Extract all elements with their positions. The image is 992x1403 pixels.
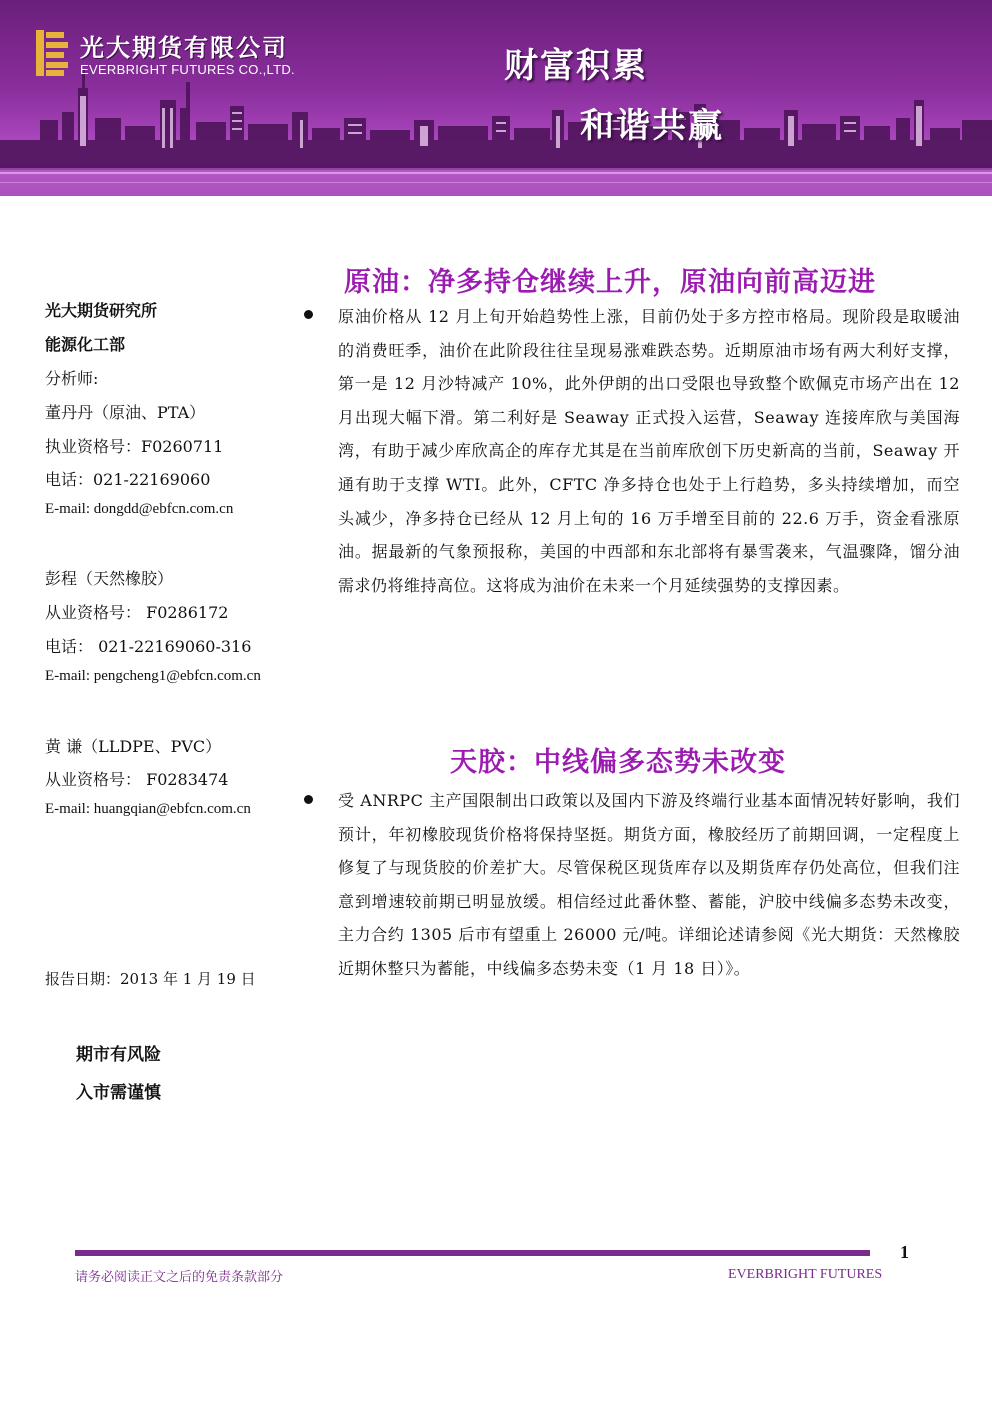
slogan-line-2: 和谐共赢 [580, 106, 724, 146]
department-name: 能源化工部 [45, 335, 126, 354]
bullet-icon [304, 310, 313, 319]
analyst-2-phone: 电话： 021-22169060-316 [45, 637, 252, 656]
section-title-rubber: 天胶：中线偏多态势未改变 [450, 747, 786, 778]
section-body-rubber: 受 ANRPC 主产国限制出口政策以及国内下游及终端行业基本面情况转好影响，我们预计，年初橡胶现货价格将保持坚挺。期货方面，橡胶经历了前期回调，一定程度上修复了与现货胶的价差扩大。尽管保税区现货库存以及期货库存仍处高位，但我们注意到增速较前期已明显放缓。相信经过此番休整、蓄能，沪胶中线偏多态势未改变，主力合约 1305 后市有望重上 26000 元/吨。详细论述请参阅《光大期货：天然橡胶近期休整只为蓄能，中线偏多态势未变（1 月 18 日）》。 [338, 791, 960, 978]
bullet-icon [304, 795, 313, 804]
analyst-1-name: 董丹丹（原油、PTA） [45, 403, 206, 422]
everbright-logo-icon [36, 30, 70, 76]
report-date: 报告日期：2013 年 1 月 19 日 [45, 970, 256, 988]
analyst-1-phone: 电话：021-22169060 [45, 470, 211, 489]
analyst-1-license: 执业资格号：F0260711 [45, 437, 224, 456]
header-banner [0, 0, 992, 196]
disclaimer-note: 请务必阅读正文之后的免责条款部分 [75, 1270, 284, 1285]
company-name-cn: 光大期货有限公司 [80, 34, 288, 62]
section-title-crude-oil: 原油：净多持仓继续上升，原油向前高迈进 [344, 267, 876, 298]
footer-brand: EVERBRIGHT FUTURES [728, 1267, 883, 1282]
analyst-1-email: E-mail: dongdd@ebfcn.com.cn [45, 501, 234, 517]
institute-name: 光大期货研究所 [45, 301, 158, 320]
page-number: 1 [900, 1242, 909, 1262]
analyst-2-email: E-mail: pengcheng1@ebfcn.com.cn [45, 668, 261, 684]
analyst-3-license: 从业资格号： F0283474 [45, 770, 229, 789]
company-name-en: EVERBRIGHT FUTURES CO.,LTD. [80, 62, 295, 77]
analyst-3-email: E-mail: huangqian@ebfcn.com.cn [45, 801, 251, 817]
risk-warning-line-1: 期市有风险 [76, 1045, 161, 1065]
analyst-3-name: 黄 谦（LLDPE、PVC） [45, 737, 222, 756]
slogan-line-1: 财富积累 [504, 46, 648, 86]
analyst-2-license: 从业资格号： F0286172 [45, 603, 229, 622]
analyst-label: 分析师: [45, 369, 99, 388]
risk-warning-line-2: 入市需谨慎 [76, 1083, 161, 1103]
analyst-2-name: 彭程（天然橡胶） [45, 569, 174, 588]
footer-divider [75, 1250, 870, 1256]
section-body-crude-oil: 原油价格从 12 月上旬开始趋势性上涨，目前仍处于多方控市格局。现阶段是取暖油的消费旺季，油价在此阶段往往呈现易涨难跌态势。近期原油市场有两大利好支撑，第一是 12 月沙特减产 10%，此外伊朗的出口受限也导致整个欧佩克市场产出在 12 月出现大幅下滑。第二利好是 Seaway 正式投入运营，Seaway 连接库欣与美国海湾，有助于减少库欣高企的库存尤其是在当前库欣创下历史新高的当前，Seaway 开通有助于支撑 WTI。此外，CFTC 净多持仓也处于上行趋势，多头持续增加，而空头减少，净多持仓已经从 12 月上旬的 16 万手增至目前的 22.6 万手，资金看涨原油。据最新的气象预报称，美国的中西部和东北部将有暴雪袭来，气温骤降，馏分油需求仍将维持高位。这将成为油价在未来一个月延续强势的支撑因素。 [338, 307, 960, 595]
